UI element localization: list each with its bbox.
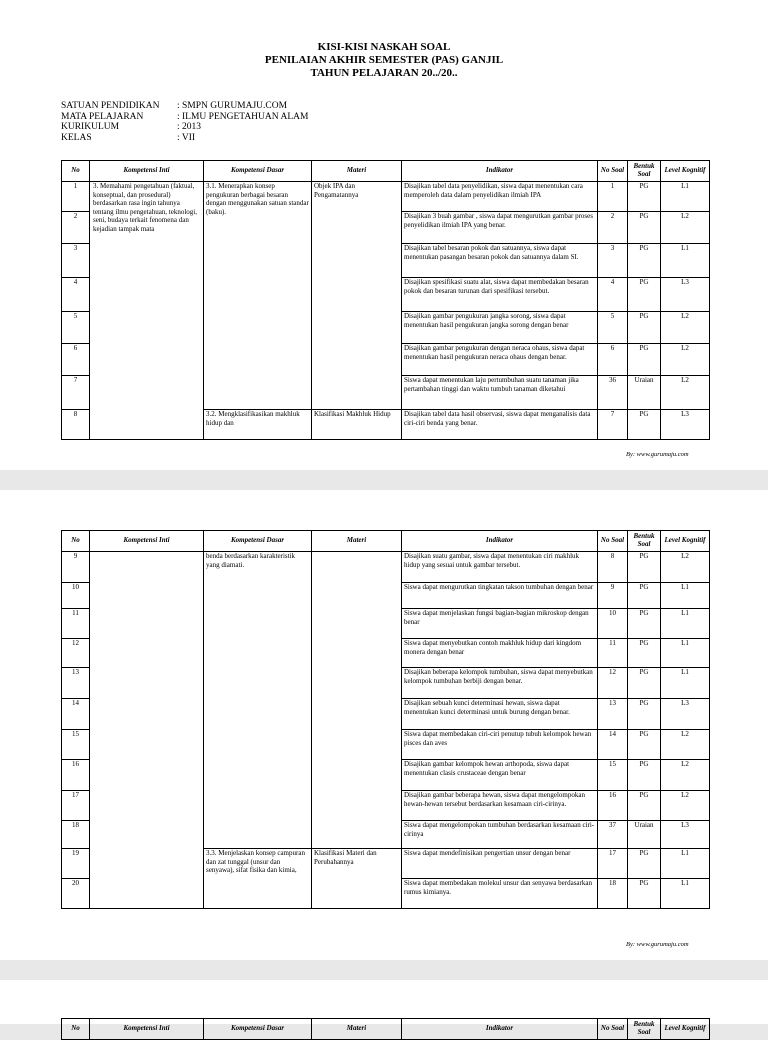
row-no: 16 [62,760,90,791]
col-kd: Kompetensi Dasar [204,1019,312,1040]
col-no: No [62,161,90,182]
col-bentuk: Bentuk Soal [628,531,661,552]
doc-title-line2: PENILAIAN AKHIR SEMESTER (PAS) GANJIL [264,54,504,66]
indikator: Siswa dapat mengurutkan tingkatan takson tumbuhan dengan benar [402,583,598,609]
col-indikator: Indikator [402,1019,598,1040]
bentuk-soal: PG [628,278,661,312]
meta-row [61,133,308,144]
no-soal: 12 [598,668,628,699]
indikator: Disajikan gambar kelompok hewan arthopoda, siswa dapat menentukan clasis crustaceae dengan benar [402,760,598,791]
row-no: 18 [62,821,90,849]
level-kognitif: L2 [661,312,710,344]
indikator: Disajikan tabel besaran pokok dan satuannya, siswa dapat menentukan pasangan besaran pokok dan satuannya dalam SI. [402,244,598,278]
col-indikator: Indikator [402,161,598,182]
level-kognitif: L1 [661,182,710,212]
no-soal: 8 [598,552,628,583]
table-header-row [62,531,710,552]
col-materi: Materi [312,1019,402,1040]
row-no: 19 [62,849,90,879]
kompetensi-inti [90,552,204,909]
level-kognitif: L2 [661,760,710,791]
table-row [62,182,710,212]
row-no: 14 [62,699,90,730]
bentuk-soal: PG [628,668,661,699]
col-nosoal: No Soal [598,161,628,182]
meta-block [61,101,308,143]
no-soal: 6 [598,344,628,376]
indikator: Disajikan spesifikasi suatu alat, siswa dapat membedakan besaran pokok dan besaran turunan dari spesifikasi tersebut. [402,278,598,312]
indikator: Disajikan suatu gambar, siswa dapat menentukan ciri makhluk hidup yang sesuai untuk gambar tersebut. [402,552,598,583]
bentuk-soal: Uraian [628,376,661,410]
page-3 [0,980,768,1036]
bentuk-soal: PG [628,312,661,344]
col-materi: Materi [312,161,402,182]
level-kognitif: L2 [661,730,710,760]
doc-title-line3: TAHUN PELAJARAN 20../20.. [310,67,458,79]
col-ki: Kompetensi Inti [90,161,204,182]
table-header-row [62,161,710,182]
materi: Klasifikasi Materi dan Perubahannya [312,849,402,909]
bentuk-soal: PG [628,244,661,278]
kompetensi-dasar: 3.3. Menjelaskan konsep campuran dan zat tunggal (unsur dan senyawa), sifat fisika dan kimia, [204,849,312,909]
indikator: Disajikan gambar pengukuran jangka sorong, siswa dapat menentukan hasil pengukuran jangka sorong dengan benar [402,312,598,344]
col-no: No [62,531,90,552]
col-kd: Kompetensi Dasar [204,531,312,552]
bentuk-soal: PG [628,344,661,376]
indikator: Siswa dapat membedakan ciri-ciri penutup tubuh kelompok hewan pisces dan aves [402,730,598,760]
level-kognitif: L1 [661,639,710,668]
meta-label: KELAS [61,132,92,143]
bentuk-soal: PG [628,699,661,730]
no-soal: 15 [598,760,628,791]
row-no: 4 [62,278,90,312]
kisi-table-1 [61,160,710,440]
row-no: 13 [62,668,90,699]
no-soal: 18 [598,879,628,909]
indikator: Disajikan sebuah kunci determinasi hewan, siswa dapat menentukan kunci determinasi untuk burung dengan benar. [402,699,598,730]
meta-label: SATUAN PENDIDIKAN [61,101,160,111]
level-kognitif: L1 [661,668,710,699]
row-no: 17 [62,791,90,821]
col-level: Level Kognitif [661,531,710,552]
bentuk-soal: PG [628,879,661,909]
no-soal: 17 [598,849,628,879]
page-1 [0,0,768,470]
no-soal: 4 [598,278,628,312]
indikator: Siswa dapat menentukan laju pertumbuhan suatu tanaman jika pertambahan tinggi dan waktu tumbuh tanaman diketahui [402,376,598,410]
bentuk-soal: PG [628,730,661,760]
table-row [62,552,710,583]
row-no: 15 [62,730,90,760]
level-kognitif: L3 [661,278,710,312]
kisi-table-3 [61,1018,710,1040]
col-no: No [62,1019,90,1040]
indikator: Siswa dapat mendefinisikan pengertian unsur dengan benar [402,849,598,879]
level-kognitif: L2 [661,344,710,376]
bentuk-soal: PG [628,849,661,879]
page-2 [0,490,768,960]
no-soal: 2 [598,212,628,244]
level-kognitif: L1 [661,244,710,278]
bentuk-soal: PG [628,410,661,440]
kompetensi-dasar: benda berdasarkan karakteristik yang diamati. [204,552,312,849]
indikator: Disajikan beberapa kelompok tumbuhan, siswa dapat menyebutkan kelompok tumbuhan berbiji dengan benar. [402,668,598,699]
bentuk-soal: PG [628,583,661,609]
meta-value: : VII [177,132,196,143]
bentuk-soal: Uraian [628,821,661,849]
level-kognitif: L1 [661,609,710,639]
level-kognitif: L3 [661,699,710,730]
col-bentuk: Bentuk Soal [628,1019,661,1040]
row-no: 2 [62,212,90,244]
row-no: 9 [62,552,90,583]
meta-value: : SMPN GURUMAJU.COM [177,101,288,111]
no-soal: 9 [598,583,628,609]
meta-row [61,122,308,133]
no-soal: 13 [598,699,628,730]
level-kognitif: L2 [661,212,710,244]
no-soal: 3 [598,244,628,278]
col-level: Level Kognitif [661,1019,710,1040]
row-no: 8 [62,410,90,440]
bentuk-soal: PG [628,639,661,668]
meta-row [61,101,308,112]
level-kognitif: L1 [661,583,710,609]
row-no: 12 [62,639,90,668]
indikator: Disajikan tabel data hasil observasi, siswa dapat menganalisis data ciri-ciri benda yang benar. [402,410,598,440]
row-no: 7 [62,376,90,410]
indikator: Disajikan tabel data penyelidikan, siswa dapat menentukan cara memperoleh data dalam penyelidikan ilmiah IPA [402,182,598,212]
level-kognitif: L1 [661,879,710,909]
indikator: Disajikan 3 buah gambar , siswa dapat mengurutkan gambar proses penyelidikan ilmiah IPA yang benar. [402,212,598,244]
footer-credit: By: www.gurumaju.com [626,941,689,948]
table-header-row [62,1019,710,1040]
footer-credit: By: www.gurumaju.com [626,451,689,458]
meta-label: MATA PELAJARAN [61,111,144,122]
indikator: Disajikan gambar pengukuran dengan neraca ohaus, siswa dapat menentukan hasil pengukuran neraca ohaus dengan benar. [402,344,598,376]
no-soal: 37 [598,821,628,849]
row-no: 10 [62,583,90,609]
indikator: Siswa dapat mengelompokan tumbuhan berdasarkan kesamaan ciri-cirinya [402,821,598,849]
level-kognitif: L2 [661,552,710,583]
meta-label: KURIKULUM [61,122,120,133]
bentuk-soal: PG [628,552,661,583]
row-no: 1 [62,182,90,212]
row-no: 20 [62,879,90,909]
col-bentuk: Bentuk Soal [628,161,661,182]
col-ki: Kompetensi Inti [90,531,204,552]
level-kognitif: L3 [661,410,710,440]
no-soal: 14 [598,730,628,760]
materi [312,552,402,849]
indikator: Disajikan gambar beberapa hewan, siswa dapat mengelompokan hewan-hewan tersebut berdasarkan kesamaan ciri-cirinya. [402,791,598,821]
kompetensi-dasar: 3.1. Menerapkan konsep pengukuran berbagai besaran dengan menggunakan satuan standar (baku). [204,182,312,410]
meta-value: : ILMU PENGETAHUAN ALAM [177,111,309,122]
kompetensi-inti: 3. Memahami pengetahuan (faktual, konseptual, dan prosedural) berdasarkan rasa ingin tahunya tentang ilmu pengetahuan, teknologi, seni, budaya terkait fenomena dan kejadian tampak mata [90,182,204,440]
col-nosoal: No Soal [598,1019,628,1040]
doc-title-line1: KISI-KISI NASKAH SOAL [317,41,451,53]
materi: Objek IPA dan Pengamatannya [312,182,402,410]
kompetensi-dasar: 3.2. Mengklasifikasikan makhluk hidup dan [204,410,312,440]
row-no: 3 [62,244,90,278]
meta-value: : 2013 [177,122,202,133]
indikator: Siswa dapat menjelaskan fungsi bagian-bagian mikroskop dengan benar [402,609,598,639]
no-soal: 10 [598,609,628,639]
col-level: Level Kognitif [661,161,710,182]
col-ki: Kompetensi Inti [90,1019,204,1040]
indikator: Siswa dapat membedakan molekul unsur dan senyawa berdasarkan rumus kimianya. [402,879,598,909]
level-kognitif: L2 [661,791,710,821]
bentuk-soal: PG [628,182,661,212]
kisi-table-2 [61,530,710,909]
indikator: Siswa dapat menyebutkan contoh makhluk hidup dari kingdom monera dengan benar [402,639,598,668]
bentuk-soal: PG [628,212,661,244]
level-kognitif: L2 [661,376,710,410]
level-kognitif: L1 [661,849,710,879]
no-soal: 16 [598,791,628,821]
no-soal: 5 [598,312,628,344]
no-soal: 1 [598,182,628,212]
row-no: 5 [62,312,90,344]
bentuk-soal: PG [628,760,661,791]
materi: Klasifikasi Makhluk Hidup [312,410,402,440]
no-soal: 11 [598,639,628,668]
bentuk-soal: PG [628,791,661,821]
bentuk-soal: PG [628,609,661,639]
col-nosoal: No Soal [598,531,628,552]
col-materi: Materi [312,531,402,552]
no-soal: 36 [598,376,628,410]
col-indikator: Indikator [402,531,598,552]
row-no: 11 [62,609,90,639]
no-soal: 7 [598,410,628,440]
row-no: 6 [62,344,90,376]
meta-row [61,112,308,123]
level-kognitif: L3 [661,821,710,849]
col-kd: Kompetensi Dasar [204,161,312,182]
